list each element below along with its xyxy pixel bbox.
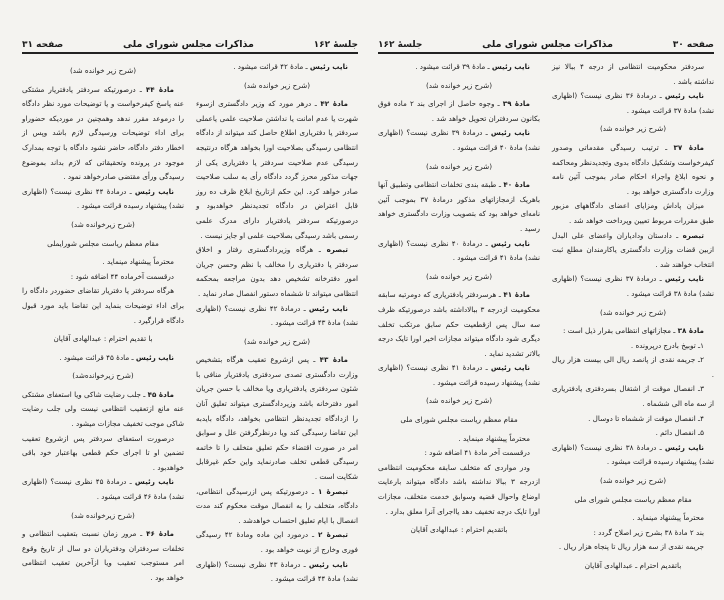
paragraph bbox=[378, 178, 540, 236]
paragraph-text: ـ درمادهٔ ۳۹ نظری نیست؟ (اظهاری نشد) مادهٔ ۴۰ قرائت میشود . bbox=[378, 128, 540, 152]
speaker-label: نایب رئیس bbox=[308, 559, 348, 569]
paragraph-text: بند ۲ مادهٔ ۳۸ بشرح زیر اصلاح گردد : bbox=[593, 527, 704, 537]
paragraph-text: ۵ـ انفصال دائم . bbox=[655, 428, 704, 438]
page-title: مذاکرات مجلس شورای ملی bbox=[122, 39, 254, 50]
paragraph-text: ودر مواردی که متخلف سابقه محکومیت انتظامی ازدرجه ۳ ببالا نداشته باشد دادگاه میتواند بارعایت اوضاع واحوال قضیه وسوابق خدمت متخلف، مجازات اورا تایک درجه تخفیف دهد یااجرای آنرا معلق بدارد . bbox=[378, 462, 540, 516]
paragraph bbox=[552, 412, 714, 427]
text-column-right bbox=[552, 60, 714, 578]
speaker-label: مادهٔ ۳۸ bbox=[677, 326, 704, 336]
speaker-label: نایب رئیس bbox=[135, 352, 174, 362]
speaker-label: مادهٔ ۴۰ bbox=[503, 180, 530, 190]
paragraph bbox=[22, 255, 184, 270]
paragraph-text: محترماً پیشنهاد مینماید . bbox=[632, 513, 704, 523]
speaker-label: تبصرهٔ ۲ bbox=[318, 530, 348, 540]
paragraph bbox=[552, 540, 714, 555]
paragraph-text: ـ درمادهٔ ۳۶ نظری نیست؟ (اظهاری نشد) مادهٔ ۳۷ قرائت میشود . bbox=[552, 91, 714, 115]
paragraph bbox=[552, 324, 714, 339]
centered-line bbox=[22, 369, 184, 384]
paragraph-text: ـ طبقه بندی تخلفات انتظامی وتطبیق آنها باهریک ازمجازاتهای مذکور درمادهٔ ۳۷ بموجب آئین نامه‌ای خواهد بود که بتصویب وزارت دادگستری خواهد رسید . bbox=[378, 180, 541, 233]
paragraph-text: ـ مادهٔ ۳۹ قرائت میشود . bbox=[415, 62, 492, 71]
paragraph-text: (شرح زیرخوانده شد) bbox=[71, 510, 135, 520]
speaker-label: مادهٔ ۳۷ bbox=[673, 142, 704, 152]
speaker-label: مادهٔ ۴۲ bbox=[320, 99, 348, 109]
speaker-label: مادهٔ ۳۹ bbox=[502, 99, 530, 109]
paragraph bbox=[552, 141, 714, 199]
speaker-label: نایب رئیس bbox=[664, 442, 704, 452]
centered-line bbox=[378, 394, 540, 409]
paragraph-text: ـ جلب رضایت شاکی ویا استعفای مشتکی عنه مانع ازتعقیب انتظامی نیست ولی جلب رضایت شاکی موجب تخفیف مجازات میشود . bbox=[22, 389, 184, 429]
speaker-label: نایب رئیس bbox=[308, 303, 348, 313]
paragraph-text: ـ درمادهٔ ۴۲ نظری نیست؟ (اظهاری نشد) مادهٔ ۴۳ قرائت میشود . bbox=[196, 303, 358, 328]
speaker-label: نایب رئیس bbox=[134, 186, 174, 196]
paragraph-text: ـ درصورتیکه سردفتر یادفتریار مشتکی عنه پاسخ کیفرخواست و یا توضیحات مورد نظر دادگاه را درموعد مقرر ندهد وهمچنین در موردیکه حضوراو برای اداء توضیحات ورسیدگی لازم باشد وپس از اخطار دفتر دادگاه، حاضر نشود دادگاه با توجه بمدارک موجود در پرونده وتحقیقاتی که لازم بداند بموضوع رسیدگی ورأی مقتضی صادرخواهد نمود . bbox=[22, 84, 184, 182]
paragraph bbox=[552, 426, 714, 441]
paragraph bbox=[22, 475, 184, 504]
page-number: صفحه ۳۰ bbox=[672, 40, 714, 50]
paragraph-text: ـ درمادهٔ ۳۷ نظری نیست؟ (اظهاری نشد) مادهٔ ۳۸ قرائت میشود . bbox=[552, 274, 714, 298]
centered-line bbox=[22, 218, 184, 233]
paragraph bbox=[378, 461, 540, 519]
speaker-label: مادهٔ ۴۴ bbox=[145, 84, 174, 94]
paragraph-text: ـ هرسردفتر یادفتریاری که دومرتبه سابقه محکومیت ازدرجه ۳ ببالاداشته باشد درصورتیکه ظرف سه سال پس ازقطعیت حکم سابق مرتکب تخلف دیگری شود دادگاه میتواند مجازات اخیر اورا تایک درجه بالاتر تشدید نماید . bbox=[378, 290, 540, 358]
paragraph bbox=[552, 229, 714, 273]
centered-line bbox=[378, 270, 540, 285]
paragraph-text: هرگاه سردفتر یا دفتریار تقاضای حضوردر دادگاه را برای اداء توضیحات بنماید این تقاضا باید مورد قبول دادگاه قرارگیرد . bbox=[22, 286, 184, 325]
paragraph-text: مقام معظم ریاست مجلس شورای ملی bbox=[400, 415, 518, 425]
text-column-left bbox=[22, 60, 184, 587]
paragraph-text: ۴ـ انفصال موقت از ششماه تا دوسال . bbox=[588, 413, 704, 423]
paragraph-text: جریمه نقدی از سه هزار ریال تا پنجاه هزار ریال . bbox=[558, 542, 704, 552]
paragraph-text: باتقدیم احترام : عبدالهادی آقایان bbox=[410, 525, 508, 535]
paragraph-text: ۱ـ توبیخ بادرج درپرونده . bbox=[630, 340, 704, 350]
speaker-label: مادهٔ ۴۳ bbox=[319, 355, 348, 365]
page-number: صفحه ۳۱ bbox=[22, 40, 64, 50]
speaker-label: تبصرهٔ ۱ bbox=[317, 486, 348, 496]
centered-line bbox=[196, 335, 358, 350]
paragraph bbox=[22, 83, 184, 185]
text-column-left bbox=[378, 60, 540, 578]
paragraph-text: ـ درمادهٔ ۴۱ نظری نیست؟ (اظهاری نشد) پیشنهاد رسیده قرائت میشود . bbox=[378, 363, 540, 387]
paragraph bbox=[22, 388, 184, 432]
speaker-label: نایب رئیس bbox=[309, 62, 348, 71]
paragraph-text: (شرح زیرخوانده شد) bbox=[71, 219, 135, 229]
session-number: جلسهٔ ۱۶۲ bbox=[313, 40, 358, 50]
paragraph-text: ـ درمادهٔ ۴۰ نظری نیست؟ (اظهاری نشد) مادهٔ ۴۱ قرائت میشود . bbox=[378, 238, 540, 263]
paragraph-text: محترماً پیشنهاد مینماید . bbox=[458, 433, 530, 443]
paragraph bbox=[552, 199, 714, 228]
centered-line bbox=[378, 523, 540, 538]
paragraph-text: ـ ترتیب رسیدگی مقدماتی وصدور کیفرخواست وتشکیل دادگاه بدوی وتجدیدنظر ومحاکمه و نحوه ابلاغ واجراء احکام صادر بموجب آئین نامه وزارت دادگستری خواهد بود . bbox=[552, 142, 714, 196]
paragraph-text: ـ درمادهٔ ۴۵ نظری نیست؟ (اظهاری نشد) مادهٔ ۴۶ قرائت میشود . bbox=[22, 477, 184, 502]
paragraph-text: ـ درمادهٔ ۳۸ نظری نیست؟ (اظهاری نشد) پیشنهاد رسیده قرائت میشود . bbox=[552, 442, 714, 467]
centered-line bbox=[552, 306, 714, 321]
speaker-label: مادهٔ ۴۱ bbox=[503, 290, 530, 300]
paragraph bbox=[552, 441, 714, 470]
speaker-label: مادهٔ ۴۶ bbox=[146, 529, 174, 539]
paragraph-text: باتقدیم احترام ـ عبدالهادی آقایان bbox=[584, 561, 682, 570]
paragraph-text: مقام معظم ریاست مجلس شورای ملی bbox=[574, 494, 692, 504]
paragraph-text: (شرح زیر خوانده شد) bbox=[425, 80, 492, 90]
paragraph-text: ـ درمادهٔ ۴۳ نظری نیست؟ (اظهاری نشد) مادهٔ ۴۴ قرائت میشود . bbox=[196, 559, 358, 584]
paragraph bbox=[378, 432, 540, 447]
paragraph-text: (شرح زیرخوانده‌شد) bbox=[72, 371, 134, 381]
centered-line bbox=[22, 237, 184, 252]
paragraph-text: سردفتر محکومیت انتظامی از درجه ۴ ببالا نیز نداشته باشد . bbox=[552, 62, 714, 86]
paragraph bbox=[378, 446, 540, 461]
paragraph bbox=[552, 382, 714, 411]
paragraph bbox=[552, 89, 714, 118]
paragraph bbox=[552, 60, 714, 89]
centered-line bbox=[22, 509, 184, 524]
paragraph-text: (شرح زیر خوانده شد) bbox=[599, 307, 666, 317]
paragraph-text: ۲ـ جریمه نقدی از پانصد ریال الی بیست هزار ریال . bbox=[552, 355, 714, 379]
paragraph-text: ـ درمادهٔ ۴۴ نظری نیست؟ (اظهاری نشد) پیشنهاد رسیده قرائت میشود . bbox=[22, 186, 184, 211]
paragraph bbox=[22, 284, 184, 328]
centered-line bbox=[22, 64, 184, 79]
paragraph-text: درقسمت آخرماده ۴۴ اضافه شود : bbox=[70, 271, 174, 281]
speaker-label: نایب رئیس bbox=[490, 238, 530, 248]
paragraph-text: ـ وجوه حاصل از اجرای بند ۲ ماده فوق بکانون سردفتران تحویل خواهد شد . bbox=[378, 99, 540, 123]
paragraph bbox=[22, 270, 184, 285]
paragraph bbox=[552, 272, 714, 301]
centered-line bbox=[22, 332, 184, 347]
paragraph-text: ـ مرور زمان نسبت بتعقیب انتظامی و تخلفات سردفتران ودفتریاران دو سال از تاریخ وقوع امر مستوجب تعقیب ویا ازآخرین تعقیب انتظامی خواهد بود . bbox=[22, 529, 184, 582]
paragraph bbox=[378, 237, 540, 266]
speaker-label: نایب رئیس bbox=[490, 363, 530, 373]
paragraph bbox=[552, 511, 714, 526]
paragraph-text: ۳ـ انفصال موقت از اشتغال بسردفتری یادفتریاری از سه ماه الی ششماه . bbox=[552, 384, 714, 409]
centered-line bbox=[378, 413, 540, 428]
page-header bbox=[378, 36, 714, 54]
paragraph-text: ـ مادهٔ ۴۲ قرائت میشود . bbox=[233, 62, 310, 71]
paragraph bbox=[196, 485, 358, 529]
paragraph-text: ـ مجازاتهای انتظامی بقرار ذیل است : bbox=[562, 326, 678, 336]
paragraph-text: ـ درهر مورد که وزیر دادگستری ازسوء شهرت یا عدم امانت یا نداشتن صلاحیت علمی یاعملی سردفتر یا دفتریاری اطلاع حاصل کند میتواند از دادگاه انتظامی رسیدگی بصلاحیت اورا بخواهد هرگاه درنتیجه رسیدگی عدم صلاحیت سردفتر یا دفتریاری یکی از جهات مذکور محرز گردد دادگاه رأی به سلب صلاحیت صادر خواهد کرد. این حکم ازتاریخ ابلاغ ظرف ده روز قابل اعتراض در دادگاه تجدیدنظر خواهدبود و درصورتیکه سردفتر یادفتریار دارای مدرک علمی رسمی باشد رسیدگی بصلاحیت علمی او جایز نیست . bbox=[196, 99, 358, 240]
paragraph-text: (شرح زیر خوانده شد) bbox=[243, 336, 310, 346]
paragraph-text: میزان پاداش ومزایای اعضای دادگاههای مزبور طبق مقررات مربوط تعیین وپرداخت خواهد شد . bbox=[552, 201, 714, 225]
paragraph-text: (شرح زیر خوانده شد) bbox=[425, 396, 492, 406]
paragraph-text: درقسمت آخر مادهٔ ۴۱ اضافه شود : bbox=[424, 448, 530, 458]
paragraph bbox=[378, 361, 540, 390]
paragraph-text: (شرح زیر خوانده شد) bbox=[425, 161, 492, 171]
paragraph bbox=[196, 353, 358, 484]
paragraph bbox=[378, 126, 540, 155]
paragraph-text: (شرح زیر خوانده شد) bbox=[599, 476, 666, 486]
left-page bbox=[22, 36, 358, 596]
paragraph-text: ـ درمورد این ماده ومادهٔ ۴۲ رسیدگی فوری وخارج از نوبت خواهد بود . bbox=[196, 530, 358, 554]
paragraph bbox=[22, 185, 184, 214]
paragraph bbox=[552, 526, 714, 541]
paragraph bbox=[22, 527, 184, 585]
paragraph-text: محترماً پیشنهاد مینماید . bbox=[102, 257, 174, 267]
paragraph bbox=[196, 528, 358, 557]
paragraph bbox=[22, 351, 184, 366]
paragraph bbox=[196, 302, 358, 331]
paragraph bbox=[196, 558, 358, 587]
paragraph bbox=[196, 243, 358, 301]
text-column-right bbox=[196, 60, 358, 587]
paragraph-text: (شرح زیر خوانده شد) bbox=[425, 271, 492, 281]
paragraph-text: با تقدیم احترام : عبدالهادی آقایان bbox=[53, 334, 153, 344]
paragraph-text: درصورت استعفای سردفتر پس ازشروع تعقیب تضمین او تا اجرای حکم قطعی بهاعتبار خود باقی خواهدبود . bbox=[22, 433, 184, 472]
page-title: مذاکرات مجلس شورای ملی bbox=[482, 39, 614, 50]
centered-line bbox=[378, 160, 540, 175]
paragraph-text: ـ مادهٔ ۴۵ قرائت میشود . bbox=[59, 352, 136, 362]
centered-line bbox=[552, 474, 714, 489]
paragraph bbox=[378, 288, 540, 361]
paragraph-text: ـ دادستان ودادیاران واعضای علی البدل ازبین قضات وزارت دادگستری یاکارمندان مطلع ثبت انتخاب خواهند شد . bbox=[552, 230, 714, 269]
speaker-label: تبصره bbox=[682, 230, 704, 240]
centered-line bbox=[552, 493, 714, 508]
paragraph-text: مقام معظم ریاست مجلس شورایملی bbox=[47, 238, 159, 248]
paragraph bbox=[552, 353, 714, 382]
paragraph bbox=[22, 432, 184, 476]
speaker-label: نایب رئیس bbox=[491, 62, 530, 71]
speaker-label: مادهٔ ۴۵ bbox=[147, 389, 174, 399]
centered-line bbox=[196, 79, 358, 94]
paragraph-text: ـ درصورتیکه پس ازرسیدگی انتظامی، دادگاه، متخلف را به انفصال موقت محکوم کند مدت انفصال با ایام تعلیق احتساب خواهدشد . bbox=[196, 486, 358, 525]
right-page bbox=[378, 36, 714, 596]
paragraph bbox=[196, 97, 358, 243]
paragraph bbox=[196, 60, 358, 75]
speaker-label: تبصره bbox=[326, 245, 348, 255]
centered-line bbox=[552, 122, 714, 137]
paragraph bbox=[378, 97, 540, 126]
page-header bbox=[22, 36, 358, 54]
paragraph bbox=[552, 339, 714, 354]
paragraph-text: (شرح زیر خوانده شد) bbox=[69, 66, 136, 75]
paragraph-text: (شرح زیر خوانده شد) bbox=[243, 80, 310, 90]
session-number: جلسهٔ ۱۶۲ bbox=[378, 40, 423, 50]
speaker-label: نایب رئیس bbox=[134, 477, 174, 487]
paragraph-text: ـ پس ازشروع تعقیب هرگاه بتشخیص وزارت دادگستری تصدی سردفتری یادفتریار منافی با شئون سردفتری یادفتریاری ویا مخالف با حسن جریان امور دفترخانه باشد وزیردادگستری میتواند تعلیق آنان را ازدادگاه تجدیدنظر انتظامی بخواهد، دادگاه بایدبه این تقاضا رسیدگی کند ویا درنظرگرفتن علل و سوابق امر در صورت اقتضاء حکم تعلیق متخلف را تا خاتمه رسیدگی قطعی تخلف صادرنماید واین حکم غیرقابل شکایت است . bbox=[196, 355, 358, 482]
centered-line bbox=[378, 79, 540, 94]
paragraph-text: (شرح زیر خوانده شد) bbox=[599, 124, 666, 134]
centered-line bbox=[552, 559, 714, 574]
paragraph-text: ـ هرگاه وزیردادگستری رفتار و اخلاق سردفتر یا دفتریاری را مخالف با نظم وحسن جریان امور دفترخانه تشخیص دهد بدون مراجعه بمحکمه انتظامی میتواند تا ششماه دستور انفصال صادر نماید . bbox=[196, 245, 358, 298]
speaker-label: نایب رئیس bbox=[490, 128, 530, 138]
paragraph bbox=[378, 60, 540, 75]
speaker-label: نایب رئیس bbox=[664, 91, 704, 101]
speaker-label: نایب رئیس bbox=[664, 274, 704, 284]
